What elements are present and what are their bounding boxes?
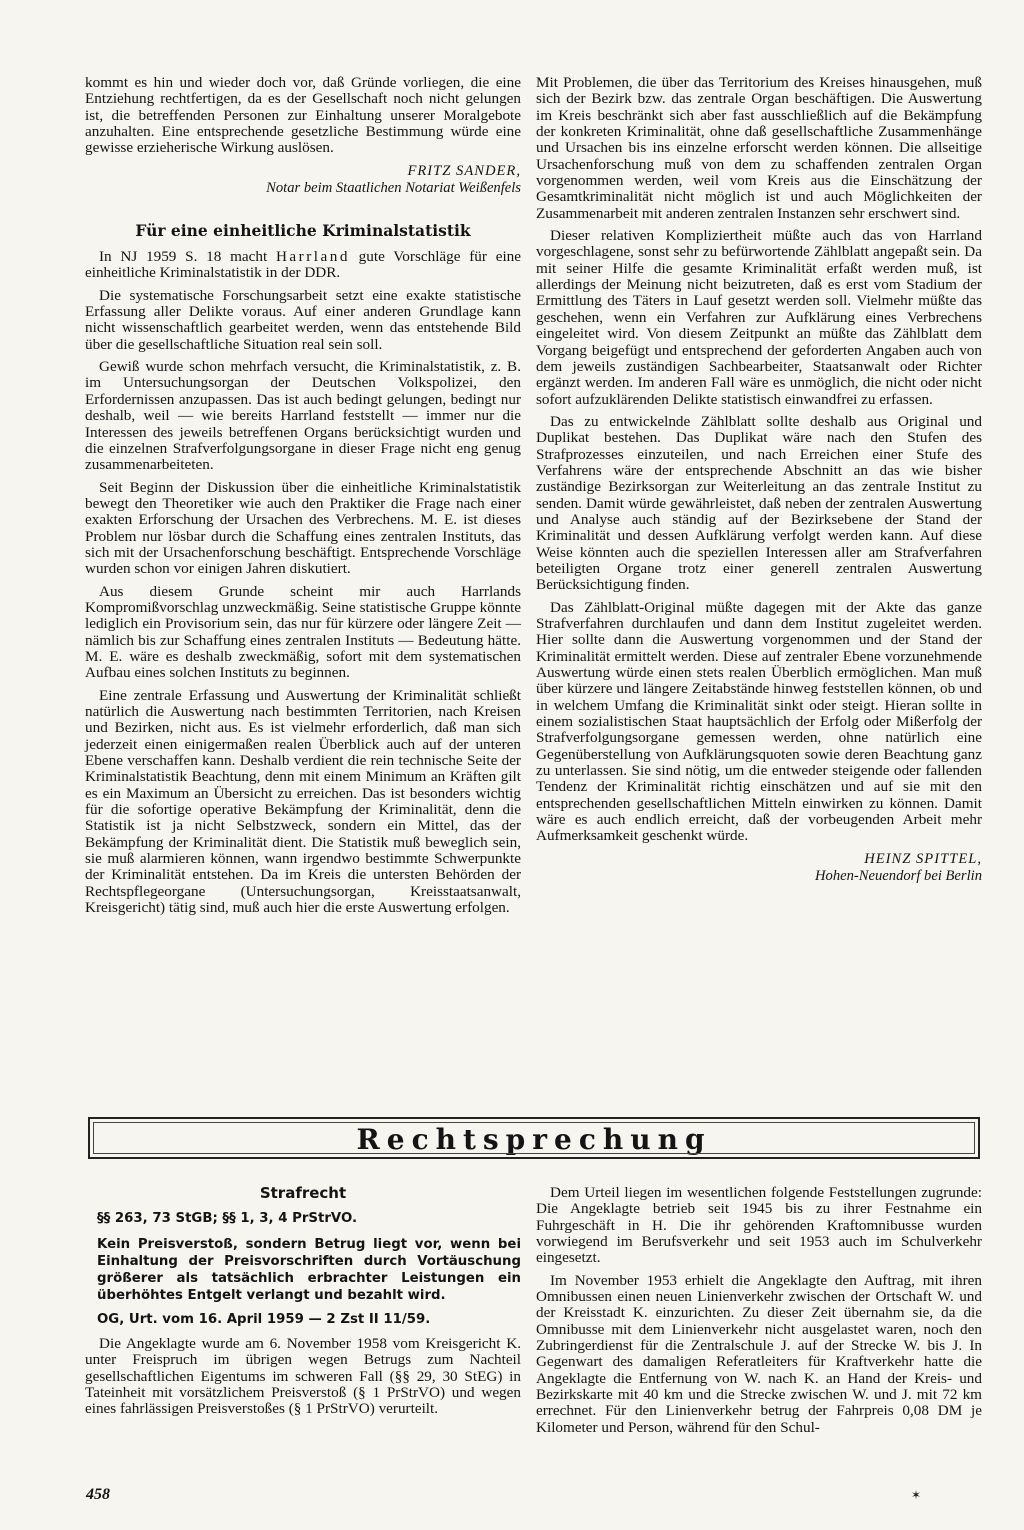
author-title: Notar beim Staatlichen Notariat Weißenfels	[266, 179, 521, 196]
author-reference: Harrland	[275, 248, 350, 266]
section-title: Rechtsprechung	[356, 1123, 712, 1156]
paragraph: Gewiß wurde schon mehrfach versucht, die Kriminalstatistik, z. B. im Untersuchungsorgan der Deutschen Volkspolizei, den Erfordernissen anzupassen. Das ist auch bedingt gelungen, bedingt nur deshalb, weil — wie bereits Harrland feststellt — immer nur die Interessen des jeweils betreffenen Organs berücksichtigt wurden und die einzelnen Strafverfolgungsorgane in dieser Frage nicht eng genug zusammenarbeiteten.	[85, 358, 521, 474]
author-title: Hohen-Neuendorf bei Berlin	[815, 867, 982, 884]
paragraph: Das Zählblatt-Original müßte dagegen mit der Akte das ganze Strafverfahren durchlaufen und dann dem Institut zugeleitet werden. Hier sollte dann die Auswertung vorgenommen und der Stand der Kriminalität ermittelt werden. Diese auf zentraler Ebene vorzunehmende Auswertung würde einen stets realen Überblich ermöglichen. Man muß über kürzere und längere Zeitabstände hinweg feststellen können, ob und in welchem Umfang die Kriminalität sinkt oder steigt. Hieran sollte in einem sozialistischen Staat hauptsächlich der Erfolg oder Mißerfolg der Strafverfolgungsorgane gemessen werden, ohne natürlich eine Gegenüberstellung von Aufklärungsquoten sowie deren Beachtung ganz zu unterlassen. Sie sind nötig, um die entweder steigende oder fallenden Tendenz der Kriminalität richtig einschätzen und auf sie mit den entsprechenden gesellschaftlichen Mitteln einwirken zu können. Damit wäre es auch endlich erreicht, daß der vorbeugenden Arbeit mehr Aufmerksamkeit geschenkt würde.	[536, 598, 982, 845]
author-signature	[536, 851, 982, 885]
paragraph: Eine zentrale Erfassung und Auswertung der Kriminalität schließt natürlich die Auswertung nach bestimmten Territorien, nach Kreisen und Bezirken, nicht aus. Es ist vielmehr erforderlich, daß man sich jederzeit einen einigermaßen realen Überblick auch auf der unteren Ebene verschaffen kann. Deshalb verdient die rein technische Seite der Kriminalstatistik Beachtung, denn mit einem Minimum an Kräften gilt es ein Maximum an Übersicht zu erreichen. Das ist besonders wichtig für die sofortige operative Bekämpfung der Kriminalität, denn die Statistik ist ja nicht Selbstzweck, sondern ein Mittel, das der Bekämpfung der Kriminalität dient. Die Statistik muß beweglich sein, sie muß alarmieren können, wann irgendwo bestimmte Schwerpunkte der Kriminalität entstehen. Da im Kreis die untersten Behörden der Rechtspflegeorgane (Untersuchungsorgan, Kreisstaatsanwalt, Kreisgericht) tätig sind, muß auch hier die erste Auswertung erfolgen.	[85, 686, 521, 917]
ornament-icon: ✶	[911, 1488, 922, 1502]
paragraph: Im November 1953 erhielt die Angeklagte den Auftrag, mit ihren Omnibussen einen neuen Linienverkehr zwischen der Ortschaft W. und der Kreisstadt K. einzurichten. Zu dieser Zeit übernahm sie, da die Omnibusse mit dem Linienverkehr nicht ausgelastet waren, noch den Zubringerdienst für die Zentralschule J. auf der Strecke W. bis J. In Gegenwart des damaligen Referatleiters für Kraftverkehr hatte die Angeklagte die Entfernung von W. nach K. an Hand der Kreis- und Bezirkskarte mit 40 km und die Strecke zwischen W. und J. mit 72 km errechnet. Für den Linienverkehr betrug der Fahrpreis 0,08 DM je Kilometer und Person, während für den Schul-	[536, 1271, 982, 1436]
paragraph: Die Angeklagte wurde am 6. November 1958 vom Kreisgericht K. unter Freispruch im übrigen wegen Betrugs zum Nachteil gesellschaftlichen Eigentums im schweren Fall (§§ 29, 30 StEG) in Tateinheit mit vorsätzlichem Preisverstoß (§ 1 PrStrVO) und wegen eines fahrlässigen Preisverstoßes (§ 1 PrStrVO) verurteilt.	[85, 1335, 521, 1418]
paragraph: Dieser relativen Kompliziertheit müßte auch das von Harrland vorgeschlagene, sonst sehr zu befürwortende Zählblatt angepaßt sein. Da mit seiner Hilfe die gesamte Kriminalität erfaßt werden muß, ist allerdings der Meinung nicht beizutreten, daß es erst vom Stadium der Ermittlung des Täters in Lauf gesetzt werden soll. Vielmehr müßte das geschehen, wenn ein Verfahren zur Aufklärung eines Verbrechens eingeleitet wird. Von diesem Zeitpunkt an müßte das Zählblatt dem Vorgang beigefügt und entsprechend der geforderten Angaben auch von dem jeweils zuständigen Sachbearbeiter, Staatsanwalt oder Richter ergänzt werden. Im anderen Fall wäre es unmöglich, die nicht oder nicht sofort aufzuklärenden Delikte statistisch einwandfrei zu erfassen.	[536, 227, 982, 408]
right-column-top	[536, 75, 982, 895]
author-name: FRITZ SANDER,	[407, 162, 521, 179]
headnote: Kein Preisverstoß, sondern Betrug liegt vor, wenn bei Einhaltung der Preisvorschriften durch Vortäuschung größerer als tatsächlich erbrachter Leistungen ein überhöhtes Entgelt verlangt und bezahlt wird.	[97, 1236, 521, 1303]
subsection-heading: Strafrecht	[259, 1184, 347, 1202]
paragraph: Aus diesem Grunde scheint mir auch Harrlands Kompromißvorschlag unzweckmäßig. Seine statistische Gruppe könnte lediglich ein Provisorium sein, das nur für kürzere oder längere Zeit — nämlich bis zur Schaffung eines zentralen Instituts — Bedeutung hätte. M. E. wäre es deshalb zweckmäßig, sofort mit dem systematischen Aufbau eines solchen Instituts zu beginnen.	[85, 582, 521, 682]
text-run: gute Vorschläge für eine einheitliche Kriminalstatistik in der DDR.	[85, 248, 521, 282]
author-signature	[85, 163, 521, 197]
left-column-bottom	[85, 1185, 521, 1424]
article-heading: Für eine einheitliche Kriminalstatistik	[135, 220, 471, 240]
paragraph: Die systematische Forschungsarbeit setzt eine exakte statistische Erfassung aller Delikte voraus. Auf einer anderen Grundlage kann nicht wissenschaftlich gearbeitet werden, wenn das entstehende Bild über die gesellschaftliche Situation real sein soll.	[85, 286, 521, 353]
statute-reference: §§ 263, 73 StGB; §§ 1, 3, 4 PrStrVO.	[97, 1211, 358, 1227]
author-name: HEINZ SPITTEL,	[864, 850, 982, 867]
paragraph	[85, 249, 521, 282]
paragraph: kommt es hin und wieder doch vor, daß Gründe vorliegen, die eine Entziehung rechtfertigen, da es der Gesellschaft noch nicht gelungen ist, die betreffenden Personen zur Einhaltung unserer Moralgebote anzuhalten. Eine entsprechende gesetzliche Bestimmung würde eine gewisse erzieherische Wirkung auslösen.	[85, 74, 521, 157]
case-citation: OG, Urt. vom 16. April 1959 — 2 Zst II 11/59.	[97, 1311, 431, 1327]
text-run: In NJ 1959 S. 18 macht	[99, 248, 268, 266]
page-number: 458	[86, 1486, 110, 1503]
paragraph: Dem Urteil liegen im wesentlichen folgende Feststellungen zugrunde: Die Angeklagte betrieb seit 1945 bis zu ihrer Festnahme ein Fuhrgeschäft in H. Die ihr gehörenden Kraftomnibusse wurden vorwiegend im Berufsverkehr und seit 1953 auch im Schulverkehr eingesetzt.	[536, 1184, 982, 1267]
left-column-top	[85, 75, 521, 922]
paragraph: Seit Beginn der Diskussion über die einheitliche Kriminalstatistik bewegt den Theoretiker wie auch den Praktiker die Frage nach einer exakten Erforschung der Ursachen des Verbrechens. M. E. ist dieses Problem nur lösbar durch die Schaffung eines zentralen Instituts, das sich mit der Ursachenforschung beschäftigt. Entsprechende Vorschläge wurden schon vor einigen Jahren diskutiert.	[85, 478, 521, 578]
right-column-bottom	[536, 1185, 982, 1442]
paragraph: Mit Problemen, die über das Territorium des Kreises hinausgehen, muß sich der Bezirk bzw. das zentrale Organ beschäftigen. Die Auswertung im Kreis beschränkt sich aber fast ausschließlich auf die Bekämpfung der konkreten Kriminalität, ohne daß gesellschaftliche Zusammenhänge und Ursachen bis ins einzelne erforscht werden können. Die allseitige Ursachenforschung muß von dem zu schaffenden zentralen Organ vorgenommen werden, weil vom Kreis aus die Einschätzung der Gesamtkriminalität nicht möglich ist und auch Möglichkeiten der Zusammenarbeit mit anderen zentralen Instanzen sehr erschwert sind.	[536, 74, 982, 222]
section-banner	[88, 1117, 980, 1159]
paragraph: Das zu entwickelnde Zählblatt sollte deshalb aus Original und Duplikat bestehen. Das Duplikat wäre nach den Stufen des Strafprozesses einzuteilen, und nach Erreichen einer Stufe des Verfahrens wäre der entsprechende Abschnitt an das wie bisher zuständige Bezirksorgan zur Weiterleitung an das zentrale Institut zu senden. Damit würde gewährleistet, daß neben der zentralen Auswertung und Analyse auch ständig auf der Bezirksebene der Stand der Kriminalität und dessen Aufklärung verfolgt werden kann. Auf diese Weise könnten auch die speziellen Interessen aller am Strafverfahren beteiligten Organe trotz einer generell zentralen Auswertung Berücksichtigung finden.	[536, 412, 982, 594]
